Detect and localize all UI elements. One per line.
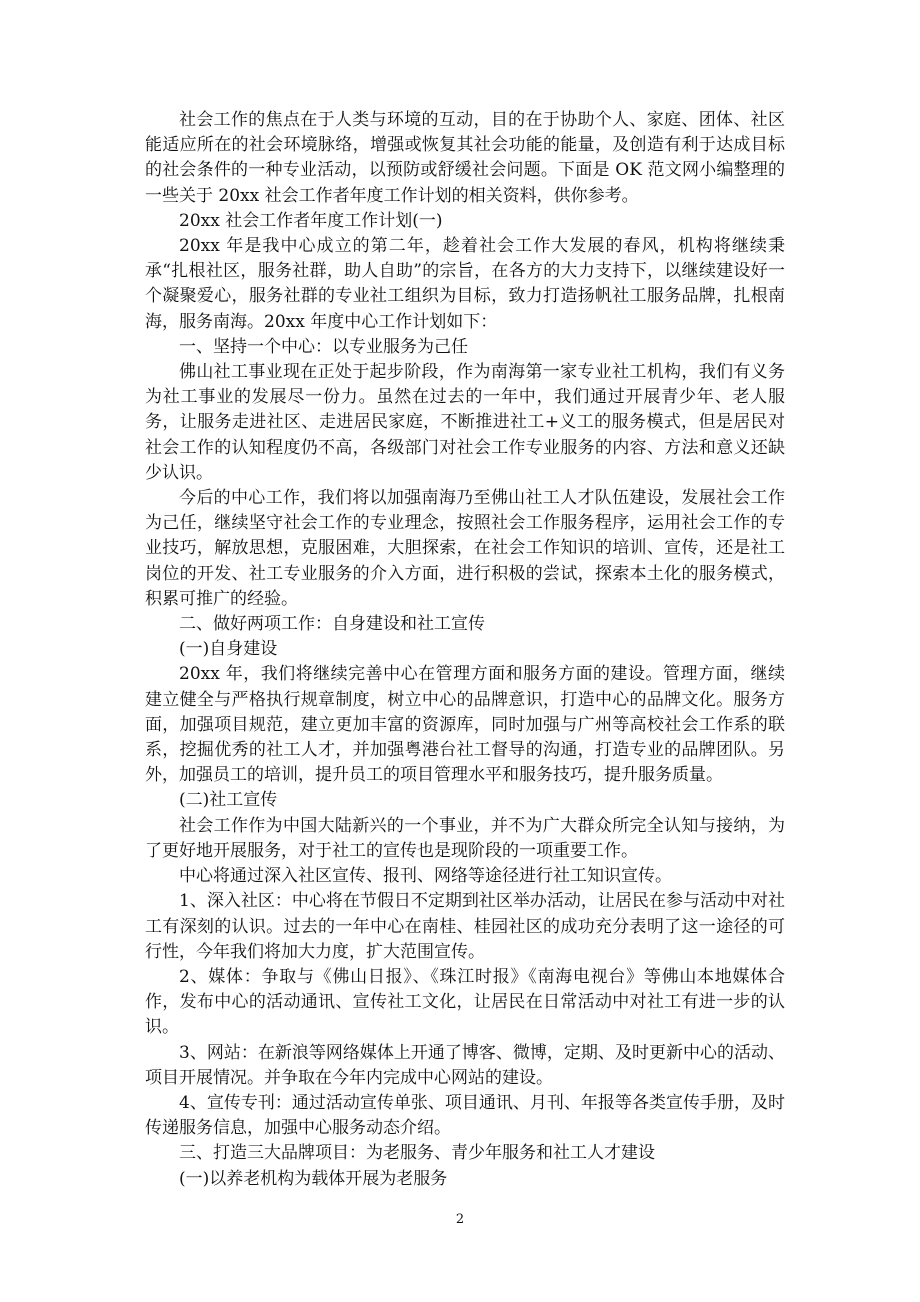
subheading-elderly-service: (一)以养老机构为载体开展为老服务 xyxy=(179,1168,448,1189)
paragraph-publicity-b: 中心将通过深入社区宣传、报刊、网络等途径进行社工知识宣传。 xyxy=(179,866,672,887)
paragraph-section-1b: 今后的中心工作，我们将以加强南海乃至佛山社工人才队伍建设，发展社会工作为己任，继续坚守社会工作的专业理念，按照社会工作服务程序，运用社会工作的专业技巧，解放思想，克服困难，大胆探索，在社会工作知识的培训、宣传，还是社工岗位的开发、社工专业服务的介入方面，进行积极的尝试，探索本土化的服务模式，积累可推广的经验。 xyxy=(145,488,785,609)
paragraph-section-1a: 佛山社工事业现在正处于起步阶段，作为南海第一家专业社工机构，我们有义务为社工事业的发展尽一份力。虽然在过去的一年中，我们通过开展青少年、老人服务，让服务走进社区、走进居民家庭，不断推进社工+义工的服务模式，但是居民对社会工作的认知程度仍不高，各级部门对社会工作专业服务的内容、方法和意义还缺少认识。 xyxy=(145,362,785,483)
list-item-website: 3、网站：在新浪等网络媒体上开通了博客、微博，定期、及时更新中心的活动、项目开展情况。并争取在今年内完成中心网站的建设。 xyxy=(145,1042,785,1088)
paragraph-self-building: 20xx 年，我们将继续完善中心在管理方面和服务方面的建设。管理方面，继续建立健全与严格执行规章制度，树立中心的品牌意识，打造中心的品牌文化。服务方面，加强项目规范，建立更加丰富的资源库，同时加强与广州等高校社会工作系的联系，挖掘优秀的社工人才，并加强粤港台社工督导的沟通，打造专业的品牌团队。另外，加强员工的培训，提升员工的项目管理水平和服务技巧，提升服务质量。 xyxy=(145,664,785,786)
paragraph-intro: 社会工作的焦点在于人类与环境的互动，目的在于协助个人、家庭、团体、社区能适应所在的社会环境脉络，增强或恢复其社会功能的能量，及创造有利于达成目标的社会条件的一种专业活动，以预防或舒缓社会问题。下面是 OK 范文网小编整理的一些关于 20xx 社会工作者年度工作计划的相关资料，供你参考。 xyxy=(145,110,785,206)
section-heading-3: 三、打造三大品牌项目：为老服务、青少年服务和社工人才建设 xyxy=(179,1143,655,1164)
subheading-self-building: (一)自身建设 xyxy=(179,639,278,660)
subheading-publicity: (二)社工宣传 xyxy=(179,790,278,811)
plan-title: 20xx 社会工作者年度工作计划(一) xyxy=(179,210,443,231)
paragraph-overview: 20xx 年是我中心成立的第二年，趁着社会工作大发展的春风，机构将继续秉承“扎根社区，服务社群，助人自助”的宗旨，在各方的大力支持下，以继续建设好一个凝聚爱心，服务社群的专业社工组织为目标，致力打造扬帆社工服务品牌，扎根南海，服务南海。20xx 年度中心工作计划如下： xyxy=(145,236,785,332)
page-number: 2 xyxy=(455,1212,465,1227)
list-item-media: 2、媒体：争取与《佛山日报》、《珠江时报》《南海电视台》等佛山本地媒体合作，发布中心的活动通讯、宣传社工文化，让居民在日常活动中对社工有进一步的认识。 xyxy=(145,966,785,1038)
section-heading-1: 一、坚持一个中心：以专业服务为己任 xyxy=(179,336,468,357)
document-body xyxy=(145,108,785,1192)
list-item-publication: 4、宣传专刊：通过活动宣传单张、项目通讯、月刊、年报等各类宣传手册，及时传递服务信息，加强中心服务动态介绍。 xyxy=(145,1092,785,1139)
list-item-community: 1、深入社区：中心将在节假日不定期到社区举办活动，让居民在参与活动中对社工有深刻的认识。过去的一年中心在南桂、桂园社区的成功充分表明了这一途径的可行性，今年我们将加大力度，扩大范围宣传。 xyxy=(145,891,785,962)
section-heading-2: 二、做好两项工作：自身建设和社工宣传 xyxy=(179,614,485,635)
paragraph-publicity-a: 社会工作作为中国大陆新兴的一个事业，并不为广大群众所完全认知与接纳，为了更好地开展服务，对于社工的宣传也是现阶段的一项重要工作。 xyxy=(145,815,785,861)
